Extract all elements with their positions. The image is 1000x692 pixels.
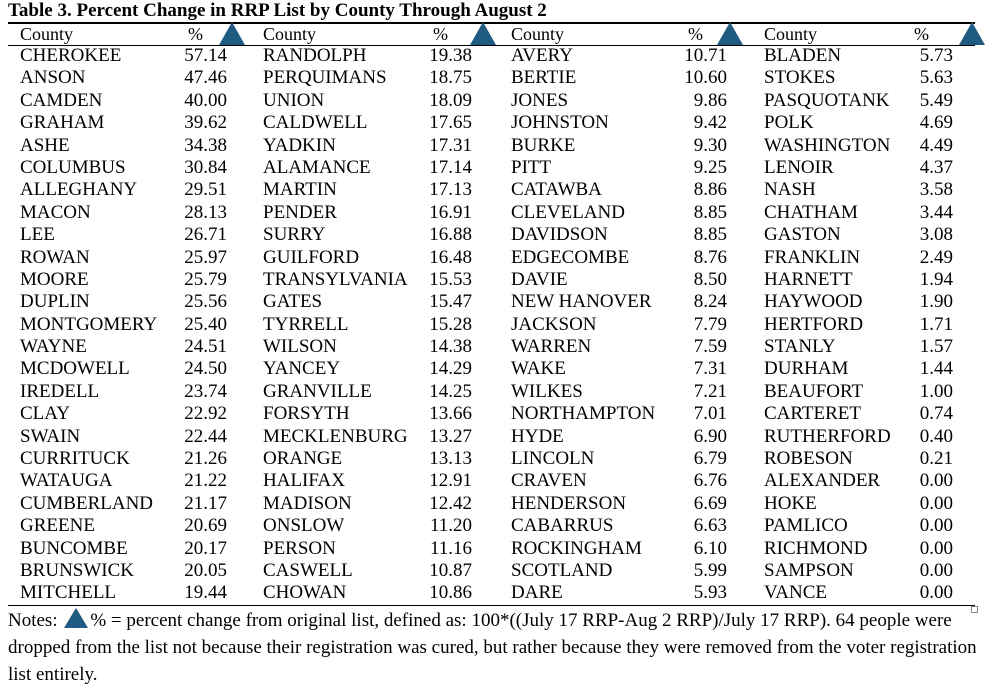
percent-value: 25.97 — [184, 246, 227, 268]
county-name: STOKES — [764, 67, 836, 89]
percent-value: 8.85 — [693, 201, 727, 223]
percent-value: 5.93 — [693, 582, 727, 604]
percent-value: 1.71 — [919, 313, 953, 335]
county-name: CARTERET — [764, 403, 862, 425]
county-name: CUMBERLAND — [20, 492, 154, 514]
percent-value: 18.75 — [429, 67, 472, 89]
percent-value: 6.90 — [693, 425, 727, 447]
percent-value: 10.60 — [684, 67, 727, 89]
percent-value: 21.22 — [184, 470, 227, 492]
percent-value: 16.88 — [429, 224, 472, 246]
percent-value: 15.47 — [429, 291, 472, 313]
county-name: DUPLIN — [20, 291, 90, 313]
percent-value: 3.58 — [919, 179, 953, 201]
percent-value: 5.99 — [693, 559, 727, 581]
triangle-up-icon — [959, 22, 985, 45]
bottom-rule — [8, 605, 975, 606]
percent-value: 19.38 — [429, 45, 472, 66]
county-name: MECKLENBURG — [263, 425, 408, 447]
percent-value: 29.51 — [184, 179, 227, 201]
county-name: CHATHAM — [764, 201, 858, 223]
county-name: EDGECOMBE — [511, 246, 630, 268]
percent-value: 7.79 — [693, 313, 727, 335]
county-name: CALDWELL — [263, 112, 368, 134]
county-name: SAMPSON — [764, 559, 854, 581]
percent-value: 17.14 — [429, 156, 472, 178]
county-name: ANSON — [20, 67, 86, 89]
percent-value: 10.87 — [429, 559, 472, 581]
percent-value: 1.57 — [919, 336, 953, 358]
county-name: HENDERSON — [511, 492, 627, 514]
percent-value: 6.79 — [693, 448, 727, 470]
county-name: WASHINGTON — [764, 134, 891, 156]
table-notes — [8, 607, 983, 688]
percent-value: 57.14 — [184, 45, 227, 66]
percent-value: 0.74 — [919, 403, 953, 425]
percent-value: 7.01 — [693, 403, 727, 425]
county-name: WAKE — [511, 358, 566, 380]
percent-value: 16.91 — [429, 201, 472, 223]
county-name: YANCEY — [263, 358, 341, 380]
percent-value: 6.10 — [693, 537, 727, 559]
county-name: ROBESON — [764, 448, 853, 470]
percent-value: 10.86 — [429, 582, 472, 604]
percent-value: 6.76 — [693, 470, 727, 492]
percent-value: 6.63 — [693, 515, 727, 537]
county-name: CABARRUS — [511, 515, 614, 537]
percent-value: 13.27 — [429, 425, 472, 447]
percent-value: 8.24 — [693, 291, 727, 313]
percent-value: 4.69 — [919, 112, 953, 134]
percent-value: 17.65 — [429, 112, 472, 134]
county-name: MONTGOMERY — [20, 313, 158, 335]
percent-value: 0.00 — [919, 537, 953, 559]
county-name: TYRRELL — [263, 313, 349, 335]
percent-value: 2.49 — [919, 246, 953, 268]
percent-value: 5.73 — [919, 45, 953, 66]
county-name: GASTON — [764, 224, 841, 246]
percent-value: 12.91 — [429, 470, 472, 492]
percent-value: 17.13 — [429, 179, 472, 201]
county-name: CLAY — [20, 403, 70, 425]
percent-value: 20.05 — [184, 559, 227, 581]
county-name: CRAVEN — [511, 470, 587, 492]
county-name: PENDER — [263, 201, 337, 223]
percent-value: 8.85 — [693, 224, 727, 246]
county-name: HERTFORD — [764, 313, 864, 335]
percent-value: 0.00 — [919, 492, 953, 514]
county-name: NASH — [764, 179, 816, 201]
percent-value: 11.20 — [429, 515, 472, 537]
county-name: PITT — [511, 156, 552, 178]
percent-value: 0.00 — [919, 559, 953, 581]
county-name: BLADEN — [764, 45, 842, 66]
county-name: BUNCOMBE — [20, 537, 128, 559]
percent-value: 18.09 — [429, 89, 472, 111]
county-name: AVERY — [511, 45, 573, 66]
county-name: GATES — [263, 291, 323, 313]
county-header: County — [20, 24, 74, 44]
county-name: CHOWAN — [263, 582, 347, 604]
county-name: RICHMOND — [764, 537, 868, 559]
percent-value: 17.31 — [429, 134, 472, 156]
percent-value: 21.17 — [184, 492, 227, 514]
percent-value: 11.16 — [429, 537, 472, 559]
percent-value: 7.21 — [693, 380, 727, 402]
county-name: FRANKLIN — [764, 246, 861, 268]
percent-value: 14.25 — [429, 380, 472, 402]
county-name: MITCHELL — [20, 582, 117, 604]
percent-value: 0.00 — [919, 582, 953, 604]
county-name: WARREN — [511, 336, 592, 358]
county-name: CLEVELAND — [511, 201, 625, 223]
percent-value: 15.28 — [429, 313, 472, 335]
county-name: FORSYTH — [263, 403, 350, 425]
county-name: MCDOWELL — [20, 358, 130, 380]
county-name: WILSON — [263, 336, 337, 358]
percent-value: 7.59 — [693, 336, 727, 358]
percent-value: 24.50 — [184, 358, 227, 380]
county-name: NORTHAMPTON — [511, 403, 656, 425]
county-name: NEW HANOVER — [511, 291, 652, 313]
percent-header: % — [433, 24, 448, 44]
percent-value: 28.13 — [184, 201, 227, 223]
percent-value: 19.44 — [184, 582, 227, 604]
county-name: HARNETT — [764, 268, 853, 290]
county-name: LINCOLN — [511, 448, 595, 470]
notes-body: % = percent change from original list, defined as: 100*((July 17 RRP-Aug 2 RRP)/July 17 RRP). 64 people were dropped from the list not because their registration was cured, but rather because they were removed from the voter registration list entirely. — [8, 610, 977, 685]
county-name: BRUNSWICK — [20, 559, 135, 581]
county-name: GRAHAM — [20, 112, 105, 134]
county-name: GRANVILLE — [263, 380, 372, 402]
county-name: ASHE — [20, 134, 70, 156]
percent-value: 9.30 — [693, 134, 727, 156]
county-name: ALAMANCE — [263, 156, 371, 178]
county-header: County — [764, 24, 818, 44]
county-name: MOORE — [20, 268, 89, 290]
triangle-up-icon — [64, 608, 88, 628]
percent-value: 3.44 — [919, 201, 953, 223]
county-name: CURRITUCK — [20, 448, 130, 470]
percent-value: 23.74 — [184, 380, 227, 402]
percent-value: 0.40 — [919, 425, 953, 447]
county-name: MADISON — [263, 492, 352, 514]
percent-value: 0.00 — [919, 515, 953, 537]
percent-value: 15.53 — [429, 268, 472, 290]
county-name: ORANGE — [263, 448, 343, 470]
county-name: ROWAN — [20, 246, 90, 268]
county-name: ROCKINGHAM — [511, 537, 642, 559]
county-name: TRANSYLVANIA — [263, 268, 408, 290]
percent-value: 10.71 — [684, 45, 727, 66]
percent-header: % — [688, 24, 703, 44]
county-name: PAMLICO — [764, 515, 848, 537]
county-name: SURRY — [263, 224, 326, 246]
county-name: HALIFAX — [263, 470, 345, 492]
percent-value: 7.31 — [693, 358, 727, 380]
county-name: CAMDEN — [20, 89, 103, 111]
percent-value: 12.42 — [429, 492, 472, 514]
county-name: IREDELL — [20, 380, 100, 402]
county-name: CATAWBA — [511, 179, 602, 201]
percent-value: 0.21 — [919, 448, 953, 470]
county-name: SWAIN — [20, 425, 81, 447]
county-name: DURHAM — [764, 358, 849, 380]
county-name: HYDE — [511, 425, 564, 447]
county-name: UNION — [263, 89, 325, 111]
triangle-up-icon — [219, 22, 245, 45]
percent-value: 25.56 — [184, 291, 227, 313]
county-name: MACON — [20, 201, 91, 223]
percent-value: 20.69 — [184, 515, 227, 537]
county-name: HAYWOOD — [764, 291, 863, 313]
percent-value: 9.25 — [693, 156, 727, 178]
county-name: JACKSON — [511, 313, 597, 335]
percent-value: 20.17 — [184, 537, 227, 559]
percent-value: 6.69 — [693, 492, 727, 514]
percent-value: 22.44 — [184, 425, 227, 447]
county-name: PERSON — [263, 537, 336, 559]
resize-handle[interactable] — [971, 606, 978, 613]
table-title: Table 3. Percent Change in RRP List by County Through August 2 — [8, 0, 547, 21]
percent-value: 1.94 — [919, 268, 953, 290]
percent-value: 4.49 — [919, 134, 953, 156]
county-name: BEAUFORT — [764, 380, 864, 402]
percent-value: 5.63 — [919, 67, 953, 89]
percent-value: 8.50 — [693, 268, 727, 290]
percent-value: 9.86 — [693, 89, 727, 111]
percent-value: 13.66 — [429, 403, 472, 425]
county-name: CHEROKEE — [20, 45, 122, 66]
percent-value: 25.79 — [184, 268, 227, 290]
percent-header: % — [914, 24, 929, 44]
county-name: SCOTLAND — [511, 559, 613, 581]
county-name: ALLEGHANY — [20, 179, 138, 201]
percent-value: 26.71 — [184, 224, 227, 246]
county-name: MARTIN — [263, 179, 337, 201]
county-name: GREENE — [20, 515, 95, 537]
percent-value: 14.29 — [429, 358, 472, 380]
percent-value: 5.49 — [919, 89, 953, 111]
county-name: COLUMBUS — [20, 156, 126, 178]
percent-value: 8.86 — [693, 179, 727, 201]
county-name: GUILFORD — [263, 246, 360, 268]
county-name: ALEXANDER — [764, 470, 881, 492]
county-name: PERQUIMANS — [263, 67, 387, 89]
county-name: BURKE — [511, 134, 576, 156]
county-header: County — [263, 24, 317, 44]
county-name: BERTIE — [511, 67, 577, 89]
percent-value: 1.44 — [919, 358, 953, 380]
county-name: RUTHERFORD — [764, 425, 891, 447]
county-name: WILKES — [511, 380, 583, 402]
percent-value: 39.62 — [184, 112, 227, 134]
county-name: HOKE — [764, 492, 817, 514]
percent-value: 34.38 — [184, 134, 227, 156]
percent-value: 30.84 — [184, 156, 227, 178]
percent-value: 13.13 — [429, 448, 472, 470]
percent-value: 24.51 — [184, 336, 227, 358]
percent-value: 4.37 — [919, 156, 953, 178]
percent-value: 14.38 — [429, 336, 472, 358]
percent-value: 3.08 — [919, 224, 953, 246]
county-name: LENOIR — [764, 156, 834, 178]
county-name: LEE — [20, 224, 55, 246]
percent-value: 9.42 — [693, 112, 727, 134]
percent-value: 22.92 — [184, 403, 227, 425]
county-name: JOHNSTON — [511, 112, 609, 134]
percent-value: 47.46 — [184, 67, 227, 89]
county-name: VANCE — [764, 582, 827, 604]
county-name: WAYNE — [20, 336, 87, 358]
county-name: ONSLOW — [263, 515, 345, 537]
triangle-up-icon — [717, 22, 743, 45]
percent-value: 25.40 — [184, 313, 227, 335]
county-header: County — [511, 24, 565, 44]
triangle-up-icon — [470, 22, 496, 45]
percent-value: 40.00 — [184, 89, 227, 111]
county-name: PASQUOTANK — [764, 89, 890, 111]
county-name: CASWELL — [263, 559, 353, 581]
county-name: WATAUGA — [20, 470, 113, 492]
county-name: DAVIDSON — [511, 224, 608, 246]
county-name: RANDOLPH — [263, 45, 367, 66]
percent-value: 16.48 — [429, 246, 472, 268]
county-name: YADKIN — [263, 134, 336, 156]
percent-value: 1.00 — [919, 380, 953, 402]
county-name: DARE — [511, 582, 563, 604]
notes-label: Notes: — [8, 610, 58, 631]
percent-value: 8.76 — [693, 246, 727, 268]
county-name: JONES — [511, 89, 569, 111]
percent-value: 21.26 — [184, 448, 227, 470]
percent-value: 1.90 — [919, 291, 953, 313]
percent-value: 0.00 — [919, 470, 953, 492]
county-name: DAVIE — [511, 268, 568, 290]
county-name: POLK — [764, 112, 814, 134]
percent-header: % — [188, 24, 203, 44]
county-name: STANLY — [764, 336, 836, 358]
